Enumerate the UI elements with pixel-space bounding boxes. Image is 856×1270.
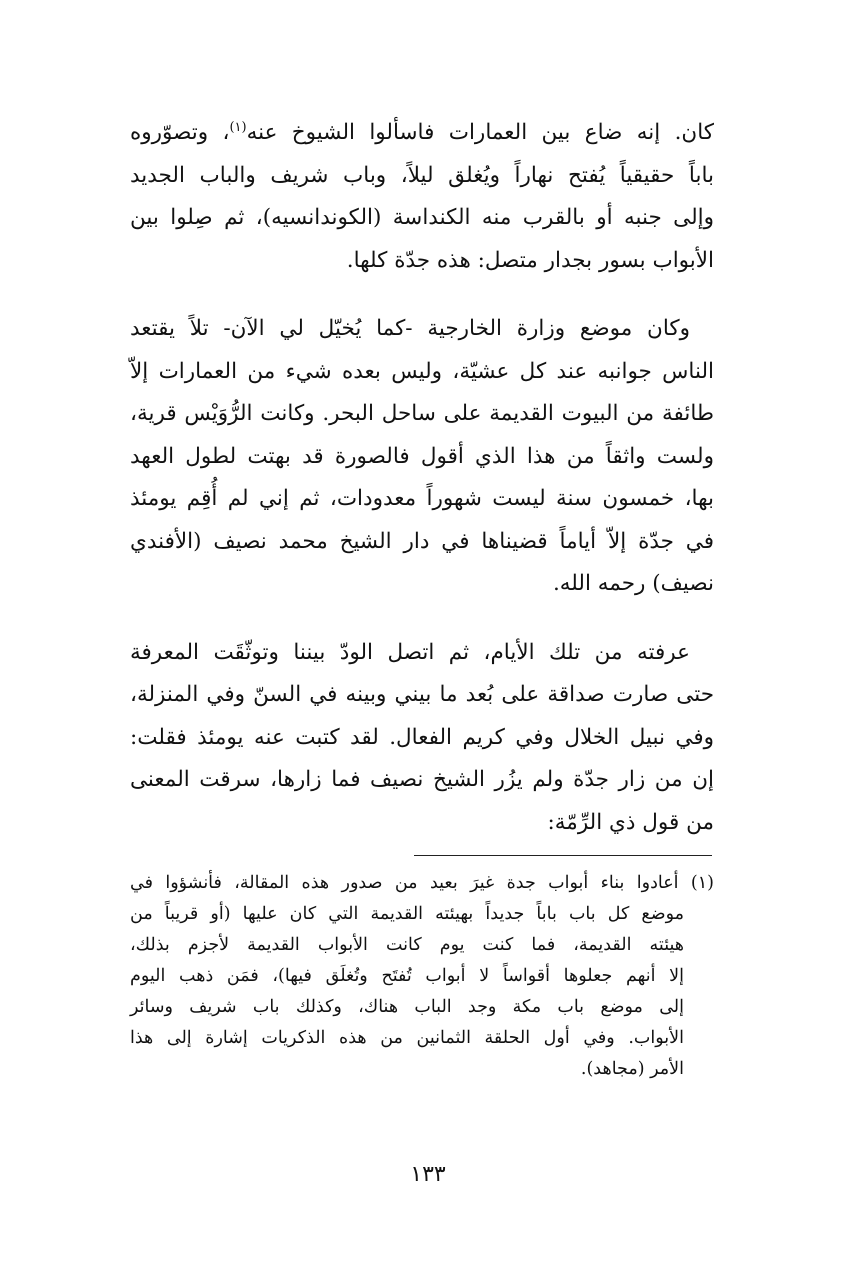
footnote-line: موضع كل باب باباً جديداً بهيئته القديمة التي كان عليها (أو قريباً من bbox=[130, 904, 684, 924]
footnote-line: (١) أعادوا بناء أبواب جدة غيرَ بعيد من صدور هذه المقالة، فأنشؤوا في bbox=[130, 873, 714, 893]
text-line: الأبواب بسور بجدار متصل: هذه جدّة كلها. bbox=[346, 247, 714, 273]
text-line: ولست واثقاً من هذا الذي أقول فالصورة قد بهتت لطول العهد bbox=[130, 443, 714, 469]
text-line: باباً حقيقياً يُفتح نهاراً ويُغلق ليلاً، وباب شريف والباب الجديد bbox=[130, 162, 714, 188]
text-line: وكان موضع وزارة الخارجية -كما يُخيّل لي الآن- تلاً يقتعد bbox=[130, 316, 690, 341]
footnote-line: هيئته القديمة، فما كنت يوم كانت الأبواب القديمة لأجزم بذلك، bbox=[130, 935, 684, 955]
text-line: في جدّة إلاّ أياماً قضيناها في دار الشيخ محمد نصيف (الأفندي bbox=[130, 528, 714, 554]
text-line: الناس جوانبه عند كل عشيّة، وليس بعده شيء من العمارات إلاّ bbox=[130, 358, 714, 384]
text-line: عرفته من تلك الأيام، ثم اتصل الودّ بيننا وتوثّقَت المعرفة bbox=[130, 639, 690, 665]
footnote-line: إلى موضع باب مكة وجد الباب هناك، وكذلك باب شريف وسائر bbox=[130, 997, 684, 1017]
text-line: طائفة من البيوت القديمة على ساحل البحر. وكانت الرُّوَيْس قرية، bbox=[130, 401, 714, 426]
paragraph-1 bbox=[130, 112, 714, 282]
footnote-divider bbox=[414, 855, 712, 856]
main-text bbox=[130, 112, 714, 870]
paragraph-2 bbox=[130, 308, 714, 606]
page-number: ١٣٣ bbox=[410, 1162, 446, 1187]
footnote bbox=[130, 868, 714, 1085]
text-line: نصيف) رحمه الله. bbox=[552, 571, 714, 596]
paragraph-3 bbox=[130, 632, 714, 845]
footnote-line: إلا أنهم جعلوها أقواساً لا أبواب تُفتَح وتُغلَق فيها)، فمَن ذهب اليوم bbox=[130, 966, 684, 986]
text-line: وفي نبيل الخلال وفي كريم الفعال. لقد كتبت عنه يومئذ فقلت: bbox=[130, 724, 714, 750]
text-line: حتى صارت صداقة على بُعد ما بيني وبينه في السنّ وفي المنزلة، bbox=[130, 682, 714, 707]
text-line: وإلى جنبه أو بالقرب منه الكنداسة (الكوندانسيه)، ثم صِلوا بين bbox=[130, 205, 714, 230]
text-line: كان. إنه ضاع بين العمارات فاسألوا الشيوخ عنه$^{(١)}$، وتصوّروه bbox=[130, 119, 714, 145]
footnote-reference[interactable]: (١) bbox=[229, 119, 247, 135]
footnote-line: الأبواب. وفي أول الحلقة الثمانين من هذه الذكريات إشارة إلى هذا bbox=[130, 1028, 684, 1048]
text-line: بها، خمسون سنة ليست شهوراً معدودات، ثم إني لم أُقِم يومئذ bbox=[130, 486, 714, 511]
text-line: من قول ذي الرِّمّة: bbox=[547, 809, 714, 835]
text-line: إن من زار جدّة ولم يزُر الشيخ نصيف فما زارها، سرقت المعنى bbox=[130, 767, 714, 792]
footnote-line: الأمر (مجاهد). bbox=[580, 1059, 684, 1079]
